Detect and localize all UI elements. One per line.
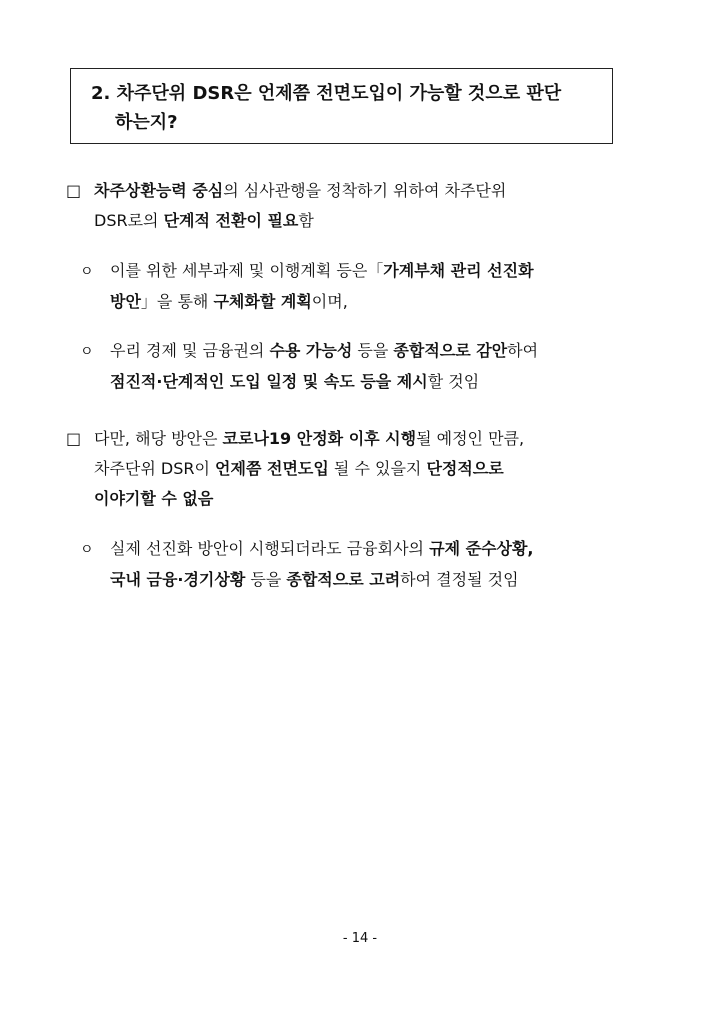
sub-paragraph-1 bbox=[80, 256, 632, 317]
text: 실제 선진화 방안이 시행되더라도 금융회사의 bbox=[110, 539, 430, 558]
question-line-2: 하는지? bbox=[115, 112, 178, 133]
text: 될 수 있을지 bbox=[328, 459, 427, 478]
text-bold: 수용 가능성 bbox=[269, 341, 353, 360]
text-bold: 방안 bbox=[110, 292, 141, 311]
text: 할 것임 bbox=[427, 372, 480, 391]
text: 등을 bbox=[245, 570, 287, 589]
checkbox-square-icon: □ bbox=[66, 181, 82, 200]
bullet-circle-icon: ㅇ bbox=[80, 542, 94, 558]
text-bold: 종합적으로 감안 bbox=[393, 341, 508, 360]
question-line-1: 2. 차주단위 DSR은 언제쯤 전면도입이 가능할 것으로 판단 bbox=[91, 83, 562, 104]
text-bold: 단정적으로 bbox=[426, 459, 504, 478]
text-bold: 언제쯤 전면도입 bbox=[215, 459, 329, 478]
text: 이를 위한 세부과제 및 이행계획 등은「 bbox=[110, 261, 384, 280]
paragraph-1 bbox=[66, 176, 618, 236]
text: 의 심사관행을 정착하기 위하여 차주단위 bbox=[223, 181, 507, 200]
bullet-circle-icon: ㅇ bbox=[80, 264, 94, 280]
text: 등을 bbox=[352, 341, 394, 360]
text: 다만, 해당 방안은 bbox=[94, 429, 223, 448]
text-bold: 단계적 전환이 필요 bbox=[163, 211, 299, 230]
text: 이며, bbox=[311, 292, 348, 311]
checkbox-square-icon: □ bbox=[66, 429, 82, 448]
text-bold: 차주상환능력 중심 bbox=[94, 181, 224, 200]
bullet-circle-icon: ㅇ bbox=[80, 344, 94, 360]
text: 차주단위 DSR이 bbox=[94, 459, 216, 478]
page-number: - 14 - bbox=[342, 931, 378, 946]
text: DSR로의 bbox=[94, 211, 164, 230]
text-bold: 가계부채 관리 선진화 bbox=[383, 261, 534, 280]
text-bold: 구체화할 계획 bbox=[213, 292, 312, 311]
text: 하여 bbox=[507, 341, 539, 360]
sub-paragraph-2 bbox=[80, 336, 632, 397]
text-bold: 코로나19 안정화 이후 시행 bbox=[222, 429, 417, 448]
question-box bbox=[70, 68, 613, 144]
text: 될 예정인 만큼, bbox=[416, 429, 525, 448]
sub-paragraph-3 bbox=[80, 534, 632, 595]
text-bold: 규제 준수상황, bbox=[429, 539, 534, 558]
text-bold: 이야기할 수 없음 bbox=[94, 489, 214, 508]
paragraph-2 bbox=[66, 424, 618, 514]
text: 하여 결정될 것임 bbox=[400, 570, 519, 589]
text: 우리 경제 및 금융권의 bbox=[110, 341, 270, 360]
text: 」을 통해 bbox=[140, 292, 214, 311]
text: 함 bbox=[298, 211, 314, 230]
text-bold: 점진적·단계적인 도입 일정 및 속도 등을 제시 bbox=[110, 372, 428, 391]
text-bold: 종합적으로 고려 bbox=[286, 570, 401, 589]
text-bold: 국내 금융·경기상황 bbox=[110, 570, 246, 589]
